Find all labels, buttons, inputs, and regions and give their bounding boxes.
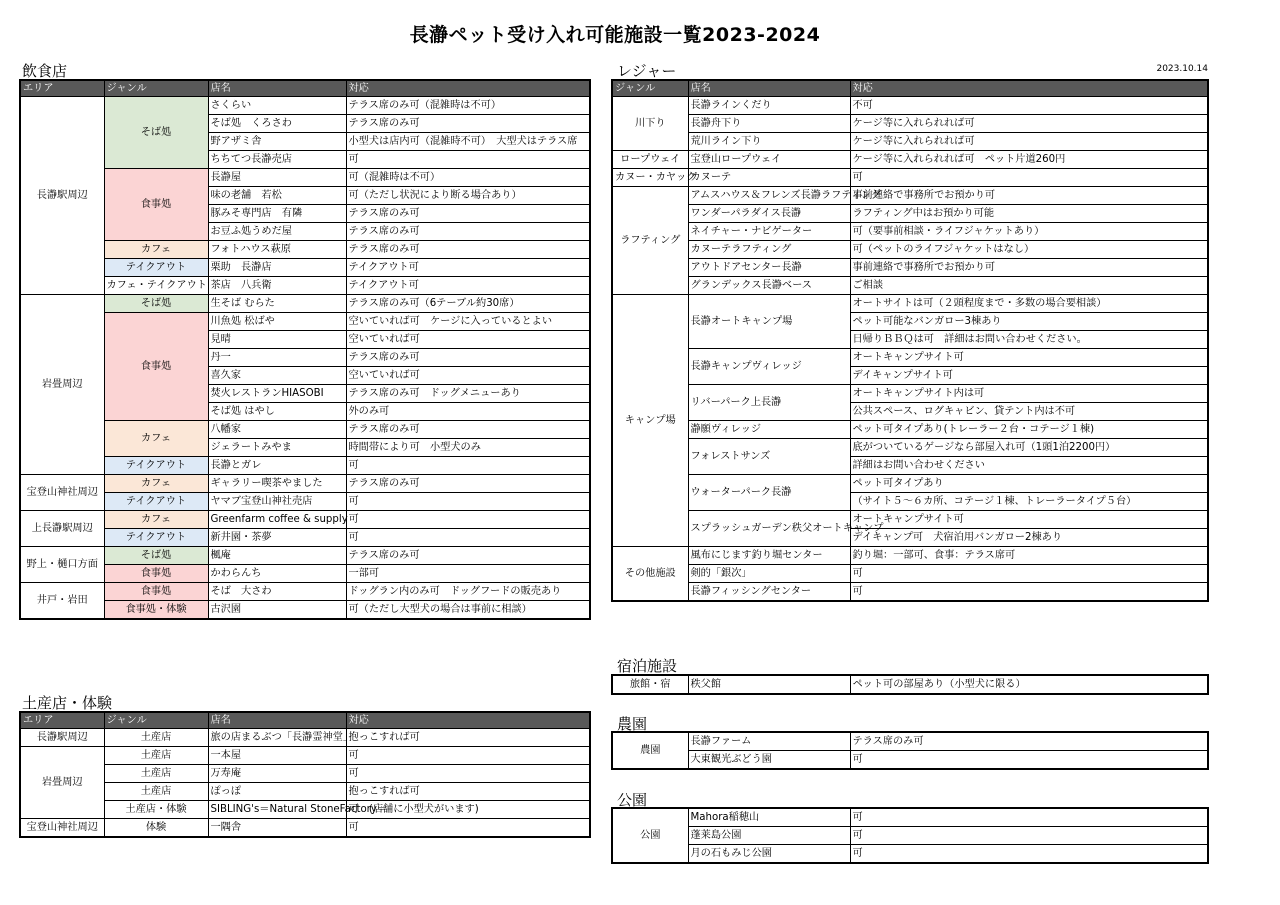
header-name: 店名 xyxy=(688,80,850,97)
genre-cell: その他施設 xyxy=(612,547,688,602)
shop-name: 旅の店まるぶつ「長瀞霊神堂」 xyxy=(208,729,346,747)
header-response: 対応 xyxy=(850,80,1208,97)
table-row xyxy=(20,729,590,747)
facility-response: 可 xyxy=(850,169,1208,187)
table-row xyxy=(20,529,590,547)
facility-name: 荒川ライン下り xyxy=(688,133,850,151)
facility-name: カヌーテラフティング xyxy=(688,241,850,259)
facility-response: 可 xyxy=(850,827,1208,845)
shop-response: 可 xyxy=(346,765,590,783)
shop-name: 新井園・茶夢 xyxy=(208,529,346,547)
table-row xyxy=(20,565,590,583)
table-row xyxy=(20,457,590,475)
shop-response: 可 xyxy=(346,511,590,529)
header-response: 対応 xyxy=(346,80,590,97)
area-cell: 井戸・岩田 xyxy=(20,583,104,620)
shop-response: 可 xyxy=(346,529,590,547)
genre-cell: 食事処 xyxy=(104,169,208,241)
facility-response: ケージ等に入れられれば可 xyxy=(850,133,1208,151)
shop-response: テイクアウト可 xyxy=(346,277,590,295)
shop-response: 一部可 xyxy=(346,565,590,583)
table-row xyxy=(612,827,1208,845)
area-cell: 宝登山神社周辺 xyxy=(20,475,104,511)
shop-response: 可（ただし大型犬の場合は事前に相談） xyxy=(346,601,590,620)
shop-name: かわらんち xyxy=(208,565,346,583)
section-heading-farm: 農園 xyxy=(617,715,648,733)
table-header-row xyxy=(20,712,590,729)
farm-table xyxy=(611,731,1209,770)
shop-name: お豆ふ処うめだ屋 xyxy=(208,223,346,241)
facility-name: ワンダーパラダイス長瀞 xyxy=(688,205,850,223)
header-area: エリア xyxy=(20,712,104,729)
facility-response: 可 xyxy=(850,751,1208,770)
shop-name: 一隅舎 xyxy=(208,819,346,838)
genre-cell: 食事処 xyxy=(104,583,208,601)
genre-cell: キャンプ場 xyxy=(612,295,688,547)
facility-response: オートキャンプサイト内は可 xyxy=(850,385,1208,403)
shop-response: 可 (店舗に小型犬がいます) xyxy=(346,801,590,819)
facility-name: 長瀞キャンプヴィレッジ xyxy=(688,349,850,385)
date-label: 2023.10.14 xyxy=(1156,64,1208,74)
facility-response: 底がついているゲージなら部屋入れ可（1頭1泊2200円） xyxy=(850,439,1208,457)
shop-response: テラス席のみ可 xyxy=(346,205,590,223)
shop-response: テラス席のみ可（混雑時は不可） xyxy=(346,97,590,115)
facility-name: アウトドアセンター長瀞 xyxy=(688,259,850,277)
table-row xyxy=(612,151,1208,169)
table-row xyxy=(612,808,1208,827)
facility-response: デイキャンプ可 犬宿泊用バンガロー2棟あり xyxy=(850,529,1208,547)
lodging-table xyxy=(611,674,1209,695)
facility-response: ケージ等に入れられれば可 ペット片道260円 xyxy=(850,151,1208,169)
shop-name: 川魚処 松ばや xyxy=(208,313,346,331)
shop-response: 可（混雑時は不可） xyxy=(346,169,590,187)
shop-response: テラス席のみ可 xyxy=(346,547,590,565)
shop-name: 長瀞屋 xyxy=(208,169,346,187)
genre-cell: カフェ・テイクアウト xyxy=(104,277,208,295)
shop-name: ジェラートみやま xyxy=(208,439,346,457)
table-header-row xyxy=(612,80,1208,97)
facility-name: 瀞願ヴィレッジ xyxy=(688,421,850,439)
header-genre: ジャンル xyxy=(104,712,208,729)
genre-cell: そば処 xyxy=(104,295,208,313)
genre-cell: そば処 xyxy=(104,547,208,565)
area-cell: 野上・樋口方面 xyxy=(20,547,104,583)
genre-cell: 食事処 xyxy=(104,565,208,583)
facility-name: 長瀞ラインくだり xyxy=(688,97,850,115)
shop-response: ドッグラン内のみ可 ドッグフードの販売あり xyxy=(346,583,590,601)
facility-name: ウォーターパーク長瀞 xyxy=(688,475,850,511)
shop-name: そば処 くろさわ xyxy=(208,115,346,133)
shop-response: 可（ただし状況により断る場合あり） xyxy=(346,187,590,205)
facility-name: フォレストサンズ xyxy=(688,439,850,475)
shop-name: さくらい xyxy=(208,97,346,115)
shop-name: 楓庵 xyxy=(208,547,346,565)
table-row xyxy=(612,439,1208,457)
shop-name: 茶店 八兵衛 xyxy=(208,277,346,295)
shop-response: テラス席のみ可（6テーブル約30席） xyxy=(346,295,590,313)
facility-response: 可（要事前相談・ライフジャケットあり） xyxy=(850,223,1208,241)
shop-name: 豚みそ専門店 有隣 xyxy=(208,205,346,223)
facility-name: 宝登山ロープウェイ xyxy=(688,151,850,169)
shop-response: 時間帯により可 小型犬のみ xyxy=(346,439,590,457)
shop-response: 可 xyxy=(346,493,590,511)
shop-response: テラス席のみ可 ドッグメニューあり xyxy=(346,385,590,403)
genre-cell: ラフティング xyxy=(612,187,688,295)
facility-response: 釣り堀：一部可、食事：テラス席可 xyxy=(850,547,1208,565)
table-row xyxy=(612,547,1208,565)
table-header-row xyxy=(20,80,590,97)
table-row xyxy=(612,259,1208,277)
facility-response: オートサイトは可（２頭程度まで・多数の場合要相談） xyxy=(850,295,1208,313)
area-cell: 長瀞駅周辺 xyxy=(20,729,104,747)
facility-response: オートキャンプサイト可 xyxy=(850,349,1208,367)
facility-response: デイキャンプサイト可 xyxy=(850,367,1208,385)
genre-cell: テイクアウト xyxy=(104,529,208,547)
shop-response: 抱っこすれば可 xyxy=(346,783,590,801)
facility-response: テラス席のみ可 xyxy=(850,732,1208,751)
facility-name: 蓬莱島公園 xyxy=(688,827,850,845)
header-genre: ジャンル xyxy=(104,80,208,97)
genre-cell: カフェ xyxy=(104,421,208,457)
facility-response: ペット可タイプあり xyxy=(850,475,1208,493)
genre-cell: 土産店・体験 xyxy=(104,801,208,819)
shop-name: ギャラリー喫茶やました xyxy=(208,475,346,493)
genre-cell: 食事処・体験 xyxy=(104,601,208,620)
shop-name: 万寿庵 xyxy=(208,765,346,783)
table-row xyxy=(20,241,590,259)
page-title: 長瀞ペット受け入れ可能施設一覧2023-2024 xyxy=(409,24,821,46)
genre-cell: 体験 xyxy=(104,819,208,838)
section-heading-inshoku: 飲食店 xyxy=(22,62,68,80)
table-row xyxy=(612,205,1208,223)
shop-name: 焚火レストランHIASOBI xyxy=(208,385,346,403)
facility-response: ペット可の部屋あり（小型犬に限る） xyxy=(850,675,1208,694)
shop-response: 空いていれば可 xyxy=(346,367,590,385)
leisure-table xyxy=(611,79,1209,602)
table-row xyxy=(612,187,1208,205)
facility-name: Mahora稲穂山 xyxy=(688,808,850,827)
shop-name: 丹一 xyxy=(208,349,346,367)
table-row xyxy=(612,223,1208,241)
shop-name: 見晴 xyxy=(208,331,346,349)
table-row xyxy=(612,385,1208,403)
genre-cell: カヌー・カヤック xyxy=(612,169,688,187)
genre-cell: 土産店 xyxy=(104,765,208,783)
shop-name: 古沢園 xyxy=(208,601,346,620)
shop-response: 外のみ可 xyxy=(346,403,590,421)
shop-response: テラス席のみ可 xyxy=(346,475,590,493)
facility-name: 秩父館 xyxy=(688,675,850,694)
genre-cell: 農園 xyxy=(612,732,688,769)
shop-name: 一本屋 xyxy=(208,747,346,765)
shop-response: テラス席のみ可 xyxy=(346,421,590,439)
facility-response: 事前連絡で事務所でお預かり可 xyxy=(850,259,1208,277)
section-heading-park: 公園 xyxy=(617,791,648,809)
inshoku-table xyxy=(19,79,591,620)
genre-cell: テイクアウト xyxy=(104,259,208,277)
facility-response: 不可 xyxy=(850,97,1208,115)
shop-response: 可 xyxy=(346,747,590,765)
shop-response: 可 xyxy=(346,151,590,169)
table-row xyxy=(20,295,590,313)
table-row xyxy=(612,295,1208,313)
table-row xyxy=(612,845,1208,864)
table-row xyxy=(20,97,590,115)
table-row xyxy=(612,133,1208,151)
facility-name: ネイチャー・ナビゲーター xyxy=(688,223,850,241)
area-cell: 岩畳周辺 xyxy=(20,747,104,819)
facility-response: ケージ等に入れられれば可 xyxy=(850,115,1208,133)
facility-name: スプラッシュガーデン秩父オートキャンプ xyxy=(688,511,850,547)
facility-name: グランデックス長瀞ベース xyxy=(688,277,850,295)
table-row xyxy=(20,747,590,765)
shop-response: 可 xyxy=(346,819,590,838)
genre-cell: 土産店 xyxy=(104,783,208,801)
facility-name: カヌーテ xyxy=(688,169,850,187)
shop-response: 抱っこすれば可 xyxy=(346,729,590,747)
facility-response: （サイト５～６カ所、コテージ１棟、トレーラータイプ５台） xyxy=(850,493,1208,511)
facility-response: ラフティング中はお預かり可能 xyxy=(850,205,1208,223)
shop-name: フォトハウス萩原 xyxy=(208,241,346,259)
facility-name: リバーパーク上長瀞 xyxy=(688,385,850,421)
table-row xyxy=(20,493,590,511)
table-row xyxy=(20,801,590,819)
facility-response: 可 xyxy=(850,583,1208,602)
shop-name: SIBLING's＝Natural StoneFactory＝ xyxy=(208,801,346,819)
shop-response: テラス席のみ可 xyxy=(346,349,590,367)
area-cell: 上長瀞駅周辺 xyxy=(20,511,104,547)
shop-name: そば 大さわ xyxy=(208,583,346,601)
table-row xyxy=(612,511,1208,529)
facility-response: ペット可タイプあり(トレーラー２台・コテージ１棟) xyxy=(850,421,1208,439)
genre-cell: テイクアウト xyxy=(104,493,208,511)
shop-name: 野アザミ舎 xyxy=(208,133,346,151)
shop-name: Greenfarm coffee & supply xyxy=(208,511,346,529)
facility-name: 剣的「銀次」 xyxy=(688,565,850,583)
shop-response: テラス席のみ可 xyxy=(346,223,590,241)
shop-name: 栗助 長瀞店 xyxy=(208,259,346,277)
genre-cell: ロープウェイ xyxy=(612,151,688,169)
table-row xyxy=(20,819,590,838)
table-row xyxy=(612,565,1208,583)
table-row xyxy=(612,277,1208,295)
genre-cell: 旅館・宿 xyxy=(612,675,688,694)
shop-response: テイクアウト可 xyxy=(346,259,590,277)
table-row xyxy=(20,277,590,295)
header-genre: ジャンル xyxy=(612,80,688,97)
shop-response: テラス席のみ可 xyxy=(346,241,590,259)
facility-name: 大東観光ぶどう園 xyxy=(688,751,850,770)
table-row xyxy=(612,97,1208,115)
table-row xyxy=(20,259,590,277)
header-name: 店名 xyxy=(208,712,346,729)
facility-response: オートキャンプサイト可 xyxy=(850,511,1208,529)
table-row xyxy=(612,241,1208,259)
shop-response: 小型犬は店内可（混雑時不可） 大型犬はテラス席 xyxy=(346,133,590,151)
table-row xyxy=(612,169,1208,187)
area-cell: 宝登山神社周辺 xyxy=(20,819,104,838)
header-area: エリア xyxy=(20,80,104,97)
shop-name: ヤマブ宝登山神社売店 xyxy=(208,493,346,511)
table-row xyxy=(612,349,1208,367)
table-row xyxy=(612,751,1208,770)
facility-response: ご相談 xyxy=(850,277,1208,295)
park-table xyxy=(611,807,1209,864)
facility-name: アムスハウス＆フレンズ長瀞ラフティング xyxy=(688,187,850,205)
facility-response: ペット可能なバンガロー3棟あり xyxy=(850,313,1208,331)
facility-response: 可（ペットのライフジャケットはなし） xyxy=(850,241,1208,259)
genre-cell: そば処 xyxy=(104,97,208,169)
facility-name: 長瀞フィッシングセンター xyxy=(688,583,850,602)
shop-name: ぽっぽ xyxy=(208,783,346,801)
genre-cell: 食事処 xyxy=(104,313,208,421)
shop-response: 可 xyxy=(346,457,590,475)
shop-name: 八幡家 xyxy=(208,421,346,439)
facility-response: 事前連絡で事務所でお預かり可 xyxy=(850,187,1208,205)
table-row xyxy=(20,547,590,565)
header-response: 対応 xyxy=(346,712,590,729)
genre-cell: 公園 xyxy=(612,808,688,863)
table-row xyxy=(612,421,1208,439)
shop-name: 喜久家 xyxy=(208,367,346,385)
genre-cell: カフェ xyxy=(104,475,208,493)
facility-name: 長瀞舟下り xyxy=(688,115,850,133)
table-row xyxy=(612,583,1208,602)
table-row xyxy=(612,115,1208,133)
shop-response: テラス席のみ可 xyxy=(346,115,590,133)
table-row xyxy=(20,169,590,187)
facility-name: 風布にじます釣り堀センター xyxy=(688,547,850,565)
facility-response: 可 xyxy=(850,808,1208,827)
genre-cell: 土産店 xyxy=(104,729,208,747)
facility-name: 長瀞オートキャンプ場 xyxy=(688,295,850,349)
genre-cell: 土産店 xyxy=(104,747,208,765)
genre-cell: カフェ xyxy=(104,511,208,529)
table-row xyxy=(20,421,590,439)
table-row xyxy=(20,783,590,801)
shop-name: そば処 はやし xyxy=(208,403,346,421)
table-row xyxy=(20,765,590,783)
shop-name: 味の老舗 若松 xyxy=(208,187,346,205)
section-heading-souvenir: 土産店・体験 xyxy=(22,694,113,712)
shop-name: ちちてつ長瀞売店 xyxy=(208,151,346,169)
souvenir-table xyxy=(19,711,591,838)
table-row xyxy=(612,475,1208,493)
genre-cell: テイクアウト xyxy=(104,457,208,475)
genre-cell: カフェ xyxy=(104,241,208,259)
table-row xyxy=(612,732,1208,751)
shop-response: 空いていれば可 ケージに入っているとよい xyxy=(346,313,590,331)
table-row xyxy=(20,313,590,331)
shop-response: 空いていれば可 xyxy=(346,331,590,349)
facility-name: 長瀞ファーム xyxy=(688,732,850,751)
table-row xyxy=(612,675,1208,694)
facility-response: 公共スペース、ログキャビン、貸テント内は不可 xyxy=(850,403,1208,421)
section-heading-leisure: レジャー xyxy=(617,62,677,80)
genre-cell: 川下り xyxy=(612,97,688,151)
facility-response: 詳細はお問い合わせください xyxy=(850,457,1208,475)
table-row xyxy=(20,601,590,620)
facility-response: 可 xyxy=(850,565,1208,583)
facility-response: 可 xyxy=(850,845,1208,864)
section-heading-lodging: 宿泊施設 xyxy=(617,657,678,675)
header-name: 店名 xyxy=(208,80,346,97)
facility-response: 日帰りＢＢＱは可 詳細はお問い合わせください。 xyxy=(850,331,1208,349)
shop-name: 生そば むらた xyxy=(208,295,346,313)
area-cell: 岩畳周辺 xyxy=(20,295,104,475)
table-row xyxy=(20,475,590,493)
table-row xyxy=(20,511,590,529)
facility-name: 月の石もみじ公園 xyxy=(688,845,850,864)
shop-name: 長瀞とガレ xyxy=(208,457,346,475)
table-row xyxy=(20,583,590,601)
area-cell: 長瀞駅周辺 xyxy=(20,97,104,295)
